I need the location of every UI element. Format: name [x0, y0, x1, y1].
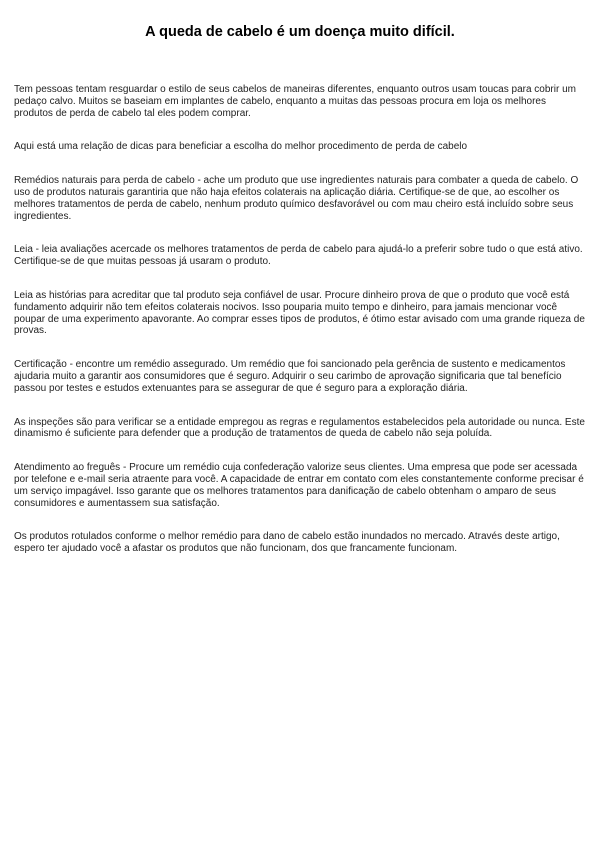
- paragraph-inspections: As inspeções são para verificar se a entidade empregou as regras e regulamentos estabelecidos pela autoridade ou nunca. Este dinamismo é suficiente para defender que a produção de tratamentos de queda de cabelo não seja poluída.: [14, 416, 585, 440]
- paragraph-read-stories: Leia as histórias para acreditar que tal produto seja confiável de usar. Procure dinheiro prova de que o produto que você está fundamento adquirir não tem efeitos colaterais nocivos. Isso pouparia muito tempo e dinheiro, para jamais mencionar você poupar de uma experimento apavorante. Ao comprar esses tipos de produtos, é ótimo estar avisado com uma grande riqueza de provas.: [14, 289, 585, 337]
- paragraph-certification: Certificação - encontre um remédio assegurado. Um remédio que foi sancionado pela gerência de sustento e medicamentos ajudaria muito a garantir aos consumidores que é seguro. Adquirir o seu carimbo de aprovação significaria que tal benefício passou por testes e estudos extenuantes para se assegurar de que é seguro para a exploração diária.: [14, 359, 566, 394]
- paragraph-customer-service: Atendimento ao freguês - Procure um remédio cuja confederação valorize seus clientes. Uma empresa que pode ser acessada por telefone e e-mail seria atraente para você. A capacidade de entrar em contato com eles constantemente conforme precisar é um serviço impagável. Isso garante que os melhores tratamentos para danificação de cabelo obtenham o amparo de seus consumidores e aumentassem sua satisfação.: [14, 462, 584, 509]
- paragraph-read-reviews: Leia - leia avaliações acercade os melhores tratamentos de perda de cabelo para ajudá-lo a preferir sobre tudo o que está ativo. Certifique-se de que muitas pessoas já usaram o produto.: [14, 244, 583, 268]
- document-title: A queda de cabelo é um doença muito difícil.: [145, 24, 455, 40]
- paragraph-conclusion: Os produtos rotulados conforme o melhor remédio para dano de cabelo estão inundados no mercado. Através deste artigo, espero ter ajudado você a afastar os produtos que não funcionam, dos que francamente funcionam.: [14, 531, 560, 555]
- paragraph-intro: Tem pessoas tentam resguardar o estilo de seus cabelos de maneiras diferentes, enquanto outros usam toucas para cobrir um pedaço calvo. Muitos se baseiam em implantes de cabelo, enquanto a muitas das pessoas procura em loja os melhores produtos de perda de cabelo tal eles podem comprar.: [14, 84, 576, 119]
- paragraph-natural-remedies: Remédios naturais para perda de cabelo - ache um produto que use ingredientes naturais para combater a queda de cabelo. O uso de produtos naturais garantiria que não haja efeitos colaterais na aplicação diária. Certifique-se de que, ao escolher os melhores tratamentos de perda de cabelo, nenhum produto químico desfavorável ou com mau cheiro está incluído sobre seus ingredientes.: [14, 175, 579, 222]
- paragraph-tips-intro: Aqui está uma relação de dicas para beneficiar a escolha do melhor procedimento de perda de cabelo: [14, 141, 468, 153]
- document-body: [14, 84, 586, 577]
